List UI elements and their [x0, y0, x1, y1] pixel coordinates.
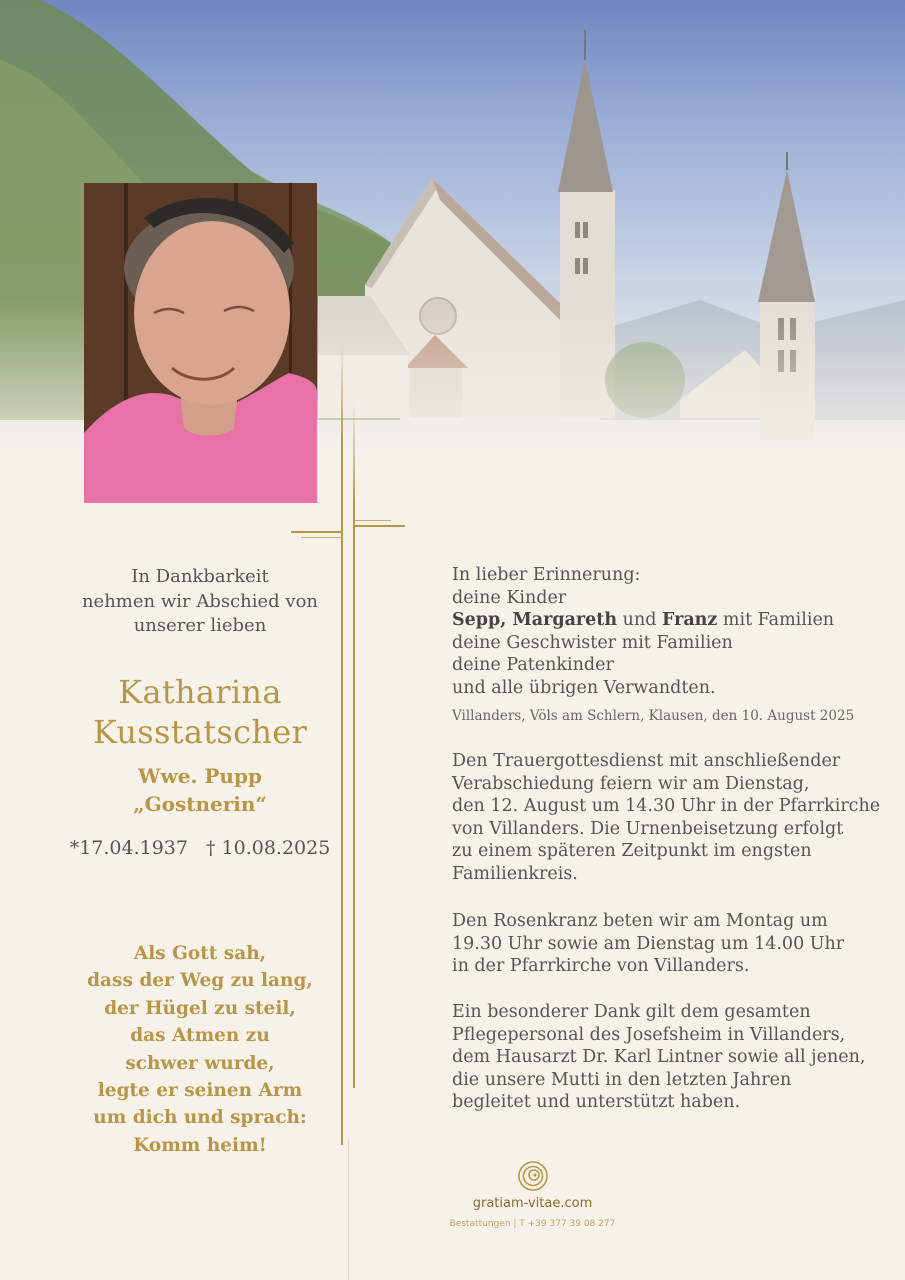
poem-line: Als Gott sah, [133, 943, 267, 964]
service-line: Familienkreis. [452, 863, 578, 884]
cross-horizontal-line [355, 520, 391, 521]
poem-line: das Atmen zu [130, 1025, 270, 1047]
poem-line: Komm heim! [133, 1134, 267, 1156]
service-line: Den Trauergottesdienst mit anschließender [452, 751, 841, 771]
with-families: mit Familien [717, 610, 835, 631]
death-date: † 10.08.2025 [205, 837, 331, 859]
service-line: von Villanders. Die Urnenbeisetzung erfolgt [452, 818, 844, 839]
poem-line: der Hügel zu steil, [104, 997, 296, 1019]
poem-line: legte er seinen Arm [97, 1080, 303, 1102]
cross-horizontal-line [291, 531, 343, 533]
alias-line: „Gostnerin“ [133, 792, 267, 816]
last-name: Kusstatscher [92, 713, 308, 751]
poem-line: dass der Weg zu lang, [87, 970, 313, 992]
children-names: Sepp, Margareth [452, 610, 618, 631]
cross-vertical-line [341, 345, 343, 1145]
cross-vertical-line [353, 400, 355, 1088]
intro-text [60, 565, 340, 639]
mourners-line: In lieber Erinnerung: [452, 565, 641, 585]
service-line: zu einem späteren Zeitpunkt im engsten [452, 841, 812, 862]
rosary-line: in der Pfarrkirche von Villanders. [452, 956, 750, 977]
life-dates [60, 837, 340, 859]
mourners-block [452, 564, 872, 726]
alias-line: Wwe. Pupp [138, 764, 262, 788]
poem-line: um dich und sprach: [93, 1107, 307, 1129]
rosary-info [452, 910, 872, 978]
child-name: Franz [661, 610, 718, 631]
rosary-line: Den Rosenkranz beten wir am Montag um [452, 911, 828, 931]
service-line: den 12. August um 14.30 Uhr in der Pfarrkirche [452, 796, 881, 817]
spiral-logo-icon [517, 1160, 549, 1192]
deceased-alias [60, 762, 340, 818]
logo-name: gratiam-vitae.com [472, 1196, 593, 1211]
thanks-text [452, 1001, 872, 1114]
funeral-home-logo [440, 1160, 625, 1229]
intro-line: unserer lieben [133, 615, 267, 636]
thanks-line: Ein besonderer Dank gilt dem gesamten [452, 1002, 811, 1022]
service-info [452, 750, 881, 886]
birth-date: *17.04.1937 [69, 837, 188, 859]
portrait-photo [84, 183, 317, 503]
cross-horizontal-line [355, 525, 405, 527]
place-date: Villanders, Völs am Schlern, Klausen, den 10. August 2025 [452, 707, 855, 724]
divider [348, 1140, 349, 1280]
mourners-line [452, 609, 872, 632]
service-line: Verabschiedung feiern wir am Dienstag, [452, 773, 810, 794]
cross-horizontal-line [301, 537, 343, 538]
conjunction: und [617, 610, 662, 631]
mourners-line: deine Kinder [452, 587, 567, 608]
logo-contact: Bestattungen | T +39 377 39 08 277 [449, 1219, 616, 1229]
thanks-line: die unsere Mutti in den letzten Jahren [452, 1069, 792, 1090]
mourners-line: und alle übrigen Verwandten. [452, 677, 716, 698]
poem-line: schwer wurde, [125, 1052, 275, 1074]
thanks-line: dem Hausarzt Dr. Karl Lintner sowie all jenen, [452, 1047, 866, 1068]
intro-line: In Dankbarkeit [131, 566, 269, 587]
mourners-line: deine Patenkinder [452, 655, 614, 676]
mourners-line: deine Geschwister mit Familien [452, 632, 733, 653]
thanks-line: begleitet und unterstützt haben. [452, 1092, 741, 1113]
poem [60, 940, 340, 1159]
intro-line: nehmen wir Abschied von [81, 590, 319, 612]
rosary-line: 19.30 Uhr sowie am Dienstag um 14.00 Uhr [452, 933, 845, 954]
thanks-line: Pflegepersonal des Josefsheim in Villanders, [452, 1024, 846, 1045]
deceased-name [60, 672, 340, 752]
first-name: Katharina [118, 673, 282, 711]
